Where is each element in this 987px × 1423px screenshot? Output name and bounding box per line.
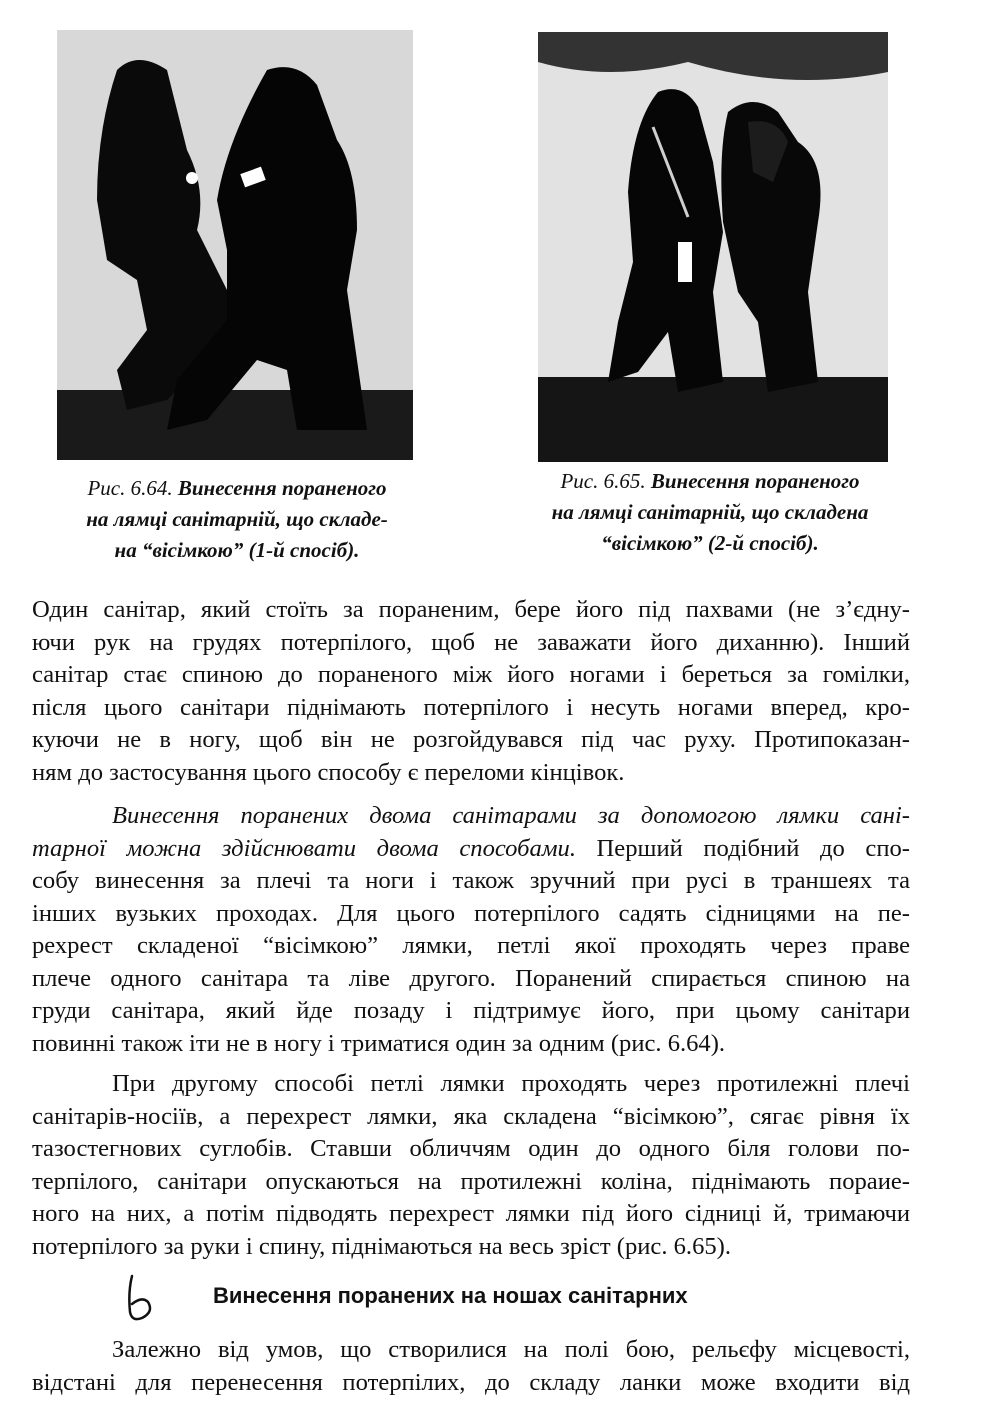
caption-text: на “вісімкою” (1-й спосіб). <box>114 538 360 562</box>
text-line: груди санітара, який йде позаду і підтримує його, при цьому санітари <box>32 997 910 1024</box>
paragraph-4 <box>32 1334 910 1399</box>
text-line: інших вузьких проходах. Для цього потерпілого садять сідницями на пе- <box>32 899 910 927</box>
text-line: повинні також іти не в ногу і триматися один за одним (рис. 6.64). <box>32 1029 726 1057</box>
figure-number: Рис. 6.64. <box>87 476 173 500</box>
text-line: рехрест складеної “вісімкою” лямки, петлі якої проходять через праве <box>32 932 910 959</box>
figure-6-65-photo <box>538 32 888 462</box>
italic-lead: тарної можна здійснювати двома способами. <box>32 834 576 862</box>
handwritten-mark <box>118 1272 166 1324</box>
text-line: собу винесення за плечі та ноги і також зручний при русі в траншеях та <box>32 867 910 894</box>
text-line: тазостегнових суглобів. Ставши обличчям один до одного біля голови по- <box>32 1135 910 1162</box>
caption-text: Винесення пораненого <box>650 469 860 493</box>
text-line: куючи не в ногу, щоб він не розгойдувався під час руху. Протипоказан- <box>32 726 910 753</box>
figure-number: Рис. 6.65. <box>560 469 646 493</box>
text-line: Один санітар, який стоїть за пораненим, бере його під пахвами (не з’єдну- <box>32 596 910 623</box>
section-heading: Винесення поранених на ношах санітарних <box>213 1283 688 1308</box>
caption-text: “вісімкою” (2-й спосіб). <box>601 531 819 555</box>
text-line: Залежно від умов, що створилися на полі бою, рельєфу місцевості, <box>112 1336 910 1363</box>
text-line: відстані для перенесення потерпілих, до складу ланки може входити від <box>32 1368 910 1396</box>
figure-6-65-caption <box>520 466 900 559</box>
paragraph-1 <box>32 594 910 789</box>
text-line: ного на них, а потім підводять перехрест лямки під його сідниці й, тримаючи <box>32 1200 910 1227</box>
paragraph-2 <box>32 800 910 1060</box>
text-line: санітарів-носіїв, а перехрест лямки, яка складена “вісімкою”, сягає рівня їх <box>32 1102 910 1130</box>
text-line: ням до застосування цього способу є переломи кінцівок. <box>32 758 625 786</box>
text-line: потерпілого за руки і спину, піднімаються на весь зріст (рис. 6.65). <box>32 1232 731 1260</box>
text-line: Винесення поранених двома санітарами за допомогою лямки сані- <box>112 802 910 829</box>
text-line: терпілого, санітари опускаються на протилежні коліна, піднімають пораие- <box>32 1167 910 1195</box>
text-line: після цього санітари піднімають потерпілого і несуть ногами вперед, кро- <box>32 693 910 721</box>
text-line: санітар стає спиною до пораненого між його ногами і береться за гомілки, <box>32 661 910 688</box>
text-line: При другому способі петлі лямки проходять через протилежні плечі <box>112 1070 910 1097</box>
figure-6-64-caption <box>52 473 422 566</box>
text-run: Перший подібний до спо- <box>575 834 910 862</box>
paragraph-3 <box>32 1068 910 1263</box>
figure-6-64-photo <box>57 30 413 460</box>
text-line <box>32 833 910 866</box>
text-line: плече одного санітара та ліве другого. Поранений спирається спиною на <box>32 964 910 992</box>
caption-text: на лямці санітарній, що складена <box>551 500 869 524</box>
text-line: ючи рук на грудях потерпілого, щоб не заважати його диханню). Інший <box>32 628 910 656</box>
caption-text: Винесення пораненого <box>177 476 387 500</box>
caption-text: на лямці санітарній, що складе- <box>86 507 388 531</box>
